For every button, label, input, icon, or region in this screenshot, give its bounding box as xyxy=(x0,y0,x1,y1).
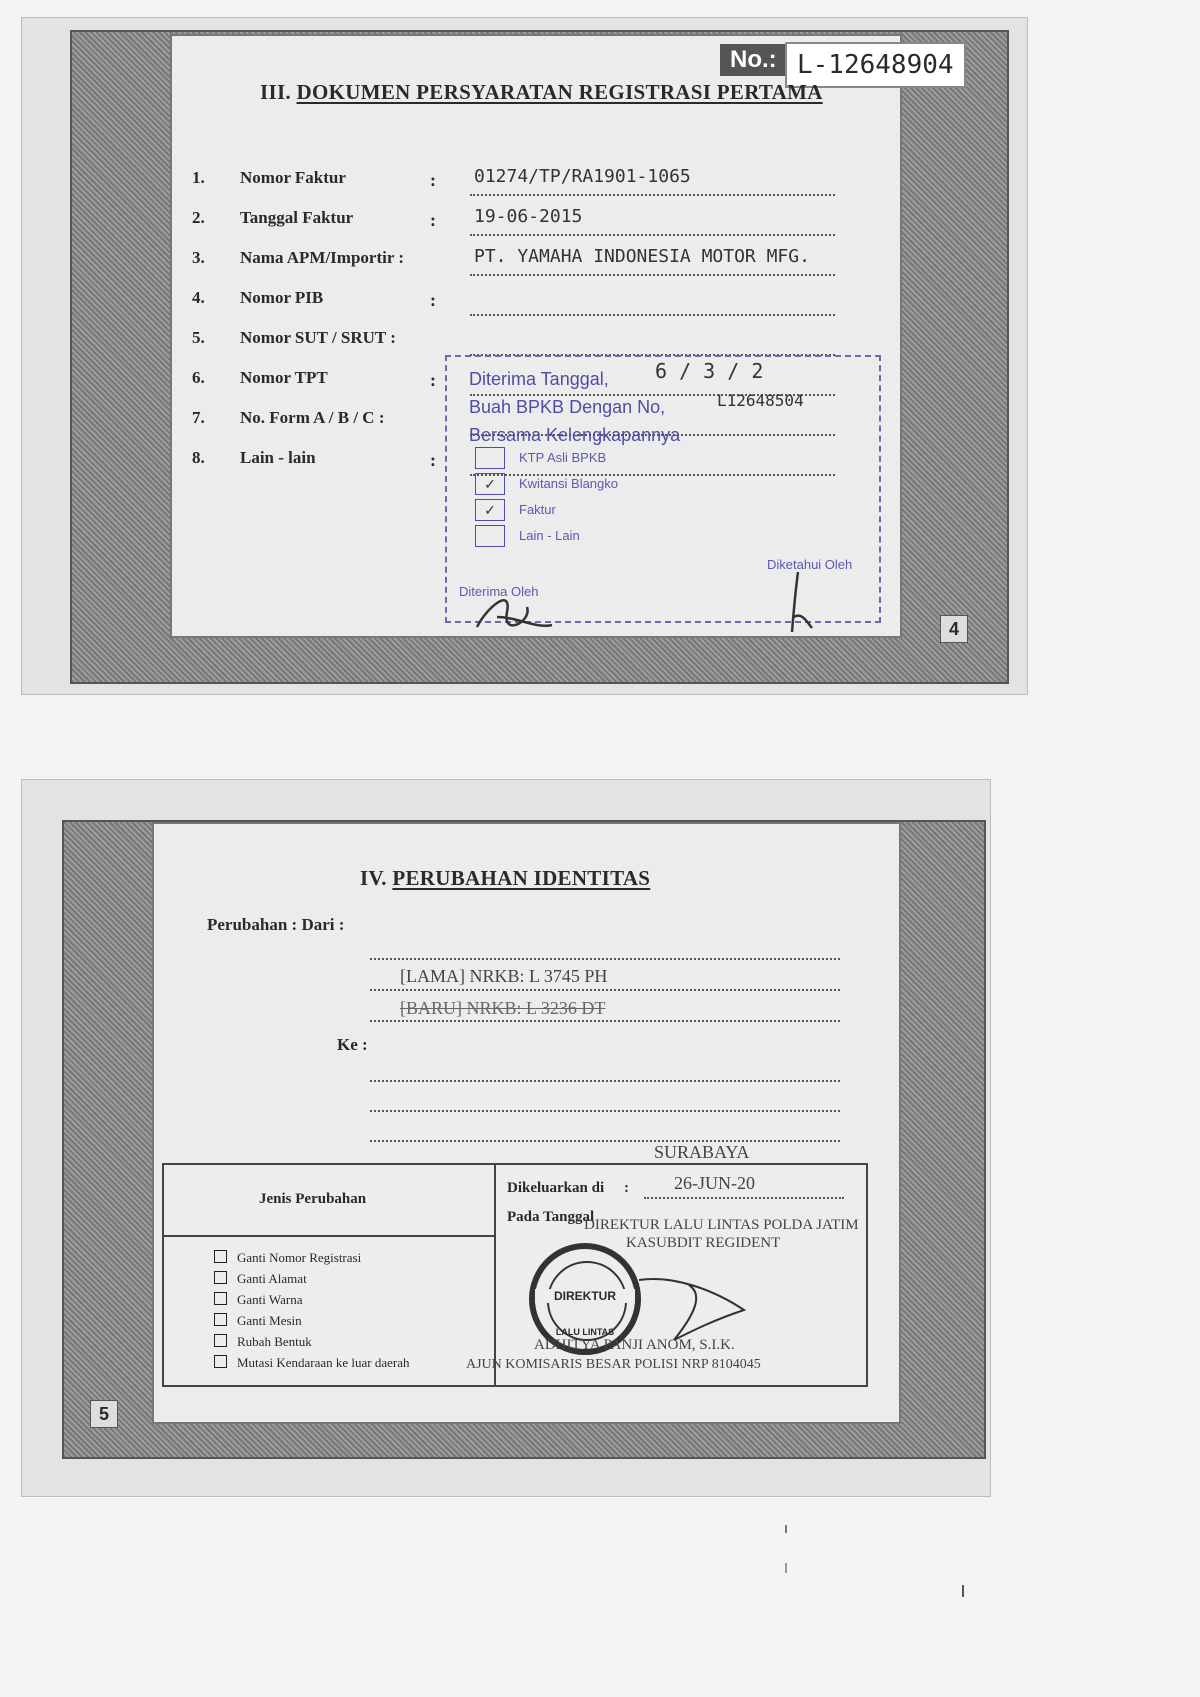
signature-left xyxy=(457,567,567,647)
page-number: 5 xyxy=(90,1400,118,1428)
to-line-1 xyxy=(370,1080,840,1082)
row-colon: : xyxy=(430,450,436,470)
scan-speck xyxy=(785,1525,787,1533)
issued-date: 26-JUN-20 xyxy=(674,1173,755,1193)
row-fill-line xyxy=(470,234,835,236)
row-number: 8. xyxy=(192,448,205,467)
from-line-1 xyxy=(370,958,840,960)
stamp-checkbox: ✓ xyxy=(475,499,505,521)
stamp-completeness-label: Bersama Kelengkapannya xyxy=(469,425,681,445)
issued-at-label: Dikeluarkan di xyxy=(507,1180,605,1196)
requirement-row xyxy=(192,208,430,228)
receipt-stamp xyxy=(445,355,881,623)
requirement-row xyxy=(192,248,430,268)
page-number: 4 xyxy=(940,615,968,643)
row-fill-line xyxy=(470,314,835,316)
section-number: III. xyxy=(260,80,291,104)
section-title: DOKUMEN PERSYARATAN REGISTRASI PERTAMA xyxy=(296,80,823,104)
table-divider-vertical xyxy=(494,1165,496,1385)
stamp-checkbox-label: Kwitansi Blangko xyxy=(519,476,618,491)
section-number: IV. xyxy=(360,866,387,890)
checkbox-icon xyxy=(214,1292,227,1305)
checkbox-icon xyxy=(214,1250,227,1263)
row-number: 3. xyxy=(192,248,205,267)
row-number: 4. xyxy=(192,288,205,307)
page-4-title xyxy=(260,80,823,105)
requirement-row xyxy=(192,368,430,388)
stamp-received-date-value: 6 / 3 / 2 xyxy=(655,359,764,383)
row-fill-line xyxy=(470,194,835,196)
row-label: Tanggal Faktur xyxy=(240,208,354,227)
row-label: Lain - lain xyxy=(240,448,316,467)
change-type-option xyxy=(214,1334,312,1350)
document-number-value: L-12648904 xyxy=(785,42,966,88)
scan-speck xyxy=(962,1585,964,1597)
row-colon: : xyxy=(430,210,436,230)
checkbox-icon xyxy=(214,1313,227,1326)
row-label: Nama APM/Importir : xyxy=(240,248,404,267)
old-plate-number: [LAMA] NRKB: L 3745 PH xyxy=(400,966,608,986)
stamp-acknowledged-by: Diketahui Oleh xyxy=(767,557,853,572)
stamp-checkbox-label: Faktur xyxy=(519,502,556,517)
seal-bottom-text: LALU LINTAS xyxy=(555,1327,615,1337)
row-value: 01274/TP/RA1901-1065 xyxy=(474,166,691,187)
to-line-2 xyxy=(370,1110,840,1112)
issuer-title: DIREKTUR LALU LINTAS POLDA JATIM xyxy=(584,1217,859,1233)
stamp-checkbox: ✓ xyxy=(475,473,505,495)
stamp-checkbox-label: Lain - Lain xyxy=(519,528,580,543)
city: SURABAYA xyxy=(654,1142,750,1162)
requirement-row xyxy=(192,328,430,348)
from-line-3 xyxy=(370,1020,840,1022)
row-label: Nomor Faktur xyxy=(240,168,346,187)
date-label: Pada Tanggal xyxy=(507,1209,595,1225)
table-header-change-type: Jenis Perubahan xyxy=(259,1191,367,1207)
stamp-checkbox xyxy=(475,525,505,547)
row-fill-line xyxy=(470,274,835,276)
row-label: Nomor PIB xyxy=(240,288,324,307)
stamp-received-date-label: Diterima Tanggal, xyxy=(469,369,609,389)
stamp-checkbox xyxy=(475,447,505,469)
issuer-subtitle: KASUBDIT REGIDENT xyxy=(626,1235,781,1251)
section-title: PERUBAHAN IDENTITAS xyxy=(392,866,651,890)
signature-right xyxy=(782,562,842,642)
change-type-option-label: Mutasi Kendaraan ke luar daerah xyxy=(237,1355,410,1370)
row-number: 6. xyxy=(192,368,205,387)
checkbox-icon xyxy=(214,1271,227,1284)
stamp-bpkb-number-label: Buah BPKB Dengan No, xyxy=(469,397,666,417)
seal-center-text: DIREKTUR xyxy=(535,1289,635,1303)
row-colon: : xyxy=(430,290,436,310)
issued-date-line xyxy=(644,1197,844,1199)
row-number: 1. xyxy=(192,168,205,187)
row-number: 5. xyxy=(192,328,205,347)
requirement-row xyxy=(192,168,430,188)
change-type-option-label: Rubah Bentuk xyxy=(237,1334,312,1349)
signer-name: ADHITYA PANJI ANOM, S.I.K. xyxy=(534,1337,735,1353)
requirement-row xyxy=(192,288,430,308)
change-type-option-label: Ganti Mesin xyxy=(237,1313,302,1328)
scan-speck xyxy=(785,1563,787,1573)
change-from-label: Perubahan : Dari : xyxy=(207,915,345,934)
row-value: PT. YAMAHA INDONESIA MOTOR MFG. xyxy=(474,246,810,267)
row-value: 19-06-2015 xyxy=(474,206,583,227)
change-type-option-label: Ganti Alamat xyxy=(237,1271,307,1286)
change-type-option xyxy=(214,1250,361,1266)
to-line-3 xyxy=(370,1140,840,1142)
row-colon: : xyxy=(430,170,436,190)
page-5-title xyxy=(360,866,650,891)
requirement-row xyxy=(192,408,430,428)
change-type-option-label: Ganti Warna xyxy=(237,1292,303,1307)
row-label: Nomor TPT xyxy=(240,368,328,387)
stamp-checkbox-label: KTP Asli BPKB xyxy=(519,450,607,465)
row-label: No. Form A / B / C : xyxy=(240,408,385,427)
document-number-label: No.: xyxy=(720,44,787,76)
row-number: 7. xyxy=(192,408,205,427)
stamp-bpkb-number-value: L12648504 xyxy=(717,391,804,410)
change-type-table xyxy=(162,1163,868,1387)
issued-at-colon: : xyxy=(624,1180,629,1196)
change-type-option xyxy=(214,1271,307,1287)
requirement-row xyxy=(192,448,430,468)
row-label: Nomor SUT / SRUT : xyxy=(240,328,396,347)
table-divider-horizontal xyxy=(164,1235,494,1237)
change-to-label: Ke : xyxy=(337,1035,368,1054)
change-type-option-label: Ganti Nomor Registrasi xyxy=(237,1250,362,1265)
row-colon: : xyxy=(430,370,436,390)
page-5-card xyxy=(22,780,990,1496)
row-number: 2. xyxy=(192,208,205,227)
new-plate-number: [BARU] NRKB: L 3236 DT xyxy=(400,998,606,1018)
change-type-option xyxy=(214,1313,302,1329)
signer-rank: AJUN KOMISARIS BESAR POLISI NRP 8104045 xyxy=(466,1357,761,1372)
change-type-option xyxy=(214,1292,303,1308)
change-type-option xyxy=(214,1355,410,1371)
stamp-received-by: Diterima Oleh xyxy=(459,584,539,599)
checkbox-icon xyxy=(214,1355,227,1368)
checkbox-icon xyxy=(214,1334,227,1347)
page-4-card xyxy=(22,18,1027,694)
from-line-2 xyxy=(370,989,840,991)
